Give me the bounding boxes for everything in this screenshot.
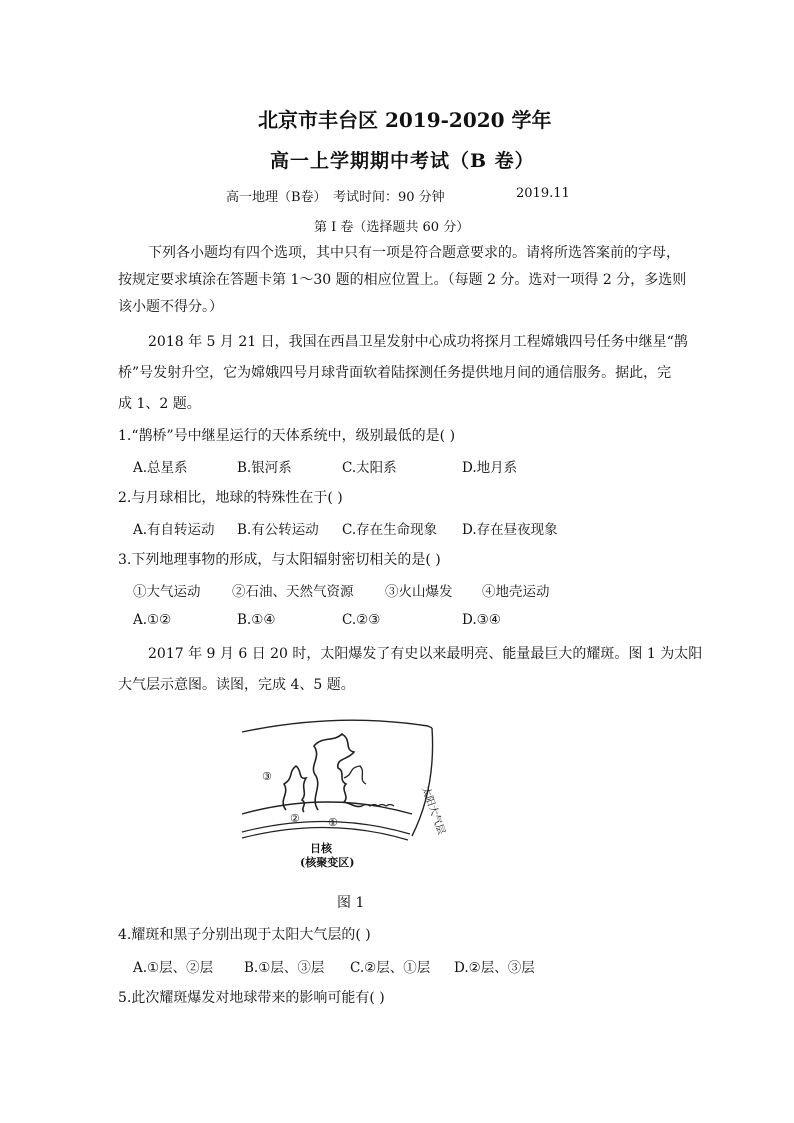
right-edge xyxy=(412,728,433,836)
question-4-option-d: D.②层、③层 xyxy=(454,960,535,976)
question-4-option-a: A.①层、②层 xyxy=(133,960,214,976)
exam-duration: 考试时间：90 分钟 xyxy=(333,190,445,205)
instructions-line-2: 按规定要求填涂在答题卡第 1～30 题的相应位置上。（每题 2 分。选对一项得 2 分，多选则 xyxy=(118,272,687,288)
filament xyxy=(344,766,366,784)
question-2-stem: 2.与月球相比，地球的特殊性在于( ) xyxy=(118,490,343,506)
question-2-option-c: C.存在生命现象 xyxy=(342,522,438,538)
page-title: 北京市丰台区 2019-2020 学年 xyxy=(258,108,552,132)
label-core-subtitle: (核聚变区) xyxy=(300,856,355,869)
label-layer-2: ② xyxy=(290,812,300,825)
passage1-line-3: 成 1、2 题。 xyxy=(118,396,201,412)
layer-1-boundary-b xyxy=(242,827,408,840)
figure-caption: 图 1 xyxy=(337,895,365,911)
passage2-line-1: 2017 年 9 月 6 日 20 时，太阳爆发了有史以来最明亮、能量最巨大的耀斑。图 1 为太阳 xyxy=(148,646,703,662)
question-3-option-d: D.③④ xyxy=(462,612,501,628)
question-3-item-3: ③火山爆发 xyxy=(385,584,453,600)
passage1-line-2: 桥”号发射升空，它为嫦娥四号月球背面软着陆探测任务提供地月间的通信服务。据此，完 xyxy=(118,365,672,381)
question-1-option-b: B.银河系 xyxy=(237,460,292,476)
instructions-line-1: 下列各小题均有四个选项，其中只有一项是符合题意要求的。请将所选答案前的字母， xyxy=(148,245,680,261)
prominence-right xyxy=(313,734,362,810)
question-5-stem: 5.此次耀斑爆发对地球带来的影响可能有( ) xyxy=(118,990,385,1006)
question-3-stem: 3.下列地理事物的形成，与太阳辐射密切相关的是( ) xyxy=(118,552,441,568)
question-3-item-1: ①大气运动 xyxy=(133,584,201,600)
question-3-item-2: ②石油、天然气资源 xyxy=(232,584,354,600)
question-1-stem: 1.“鹊桥”号中继星运行的天体系统中，级别最低的是( ) xyxy=(118,428,456,444)
label-layer-1: ① xyxy=(328,816,338,829)
label-solar-atmosphere: 太阳大气层 xyxy=(419,785,447,837)
question-4-option-c: C.②层、①层 xyxy=(350,960,431,976)
question-1-option-c: C.太阳系 xyxy=(342,460,397,476)
passage2-line-2: 大气层示意图。读图，完成 4、5 题。 xyxy=(118,677,355,693)
solar-atmosphere-diagram xyxy=(238,718,483,870)
label-layer-3: ③ xyxy=(262,770,272,783)
exam-date: 2019.11 xyxy=(516,186,570,201)
question-4-stem: 4.耀斑和黑子分别出现于太阳大气层的( ) xyxy=(118,927,371,943)
outer-boundary xyxy=(242,720,432,732)
label-solar-core: 日核 xyxy=(310,842,332,855)
section-heading: 第 I 卷（选择题共 60 分） xyxy=(314,220,470,235)
question-3-option-b: B.①④ xyxy=(237,612,276,628)
passage1-line-1: 2018 年 5 月 21 日，我国在西昌卫星发射中心成功将探月工程嫦娥四号任务中继星“鹊 xyxy=(148,334,688,350)
layer-2-boundary xyxy=(242,802,412,814)
question-4-option-b: B.①层、③层 xyxy=(244,960,325,976)
page-subtitle: 高一上学期期中考试（B 卷） xyxy=(270,150,535,172)
question-3-option-c: C.②③ xyxy=(342,612,381,628)
question-1-option-a: A.总星系 xyxy=(133,460,188,476)
exam-subject: 高一地理（B卷） xyxy=(226,190,327,205)
question-2-option-d: D.存在昼夜现象 xyxy=(462,522,558,538)
instructions-line-3: 该小题不得分。） xyxy=(118,299,223,315)
question-3-item-4: ④地壳运动 xyxy=(482,584,550,600)
question-3-option-a: A.①② xyxy=(133,612,172,628)
question-2-option-b: B.有公转运动 xyxy=(237,522,319,538)
question-1-option-d: D.地月系 xyxy=(462,460,518,476)
question-2-option-a: A.有自转运动 xyxy=(133,522,215,538)
